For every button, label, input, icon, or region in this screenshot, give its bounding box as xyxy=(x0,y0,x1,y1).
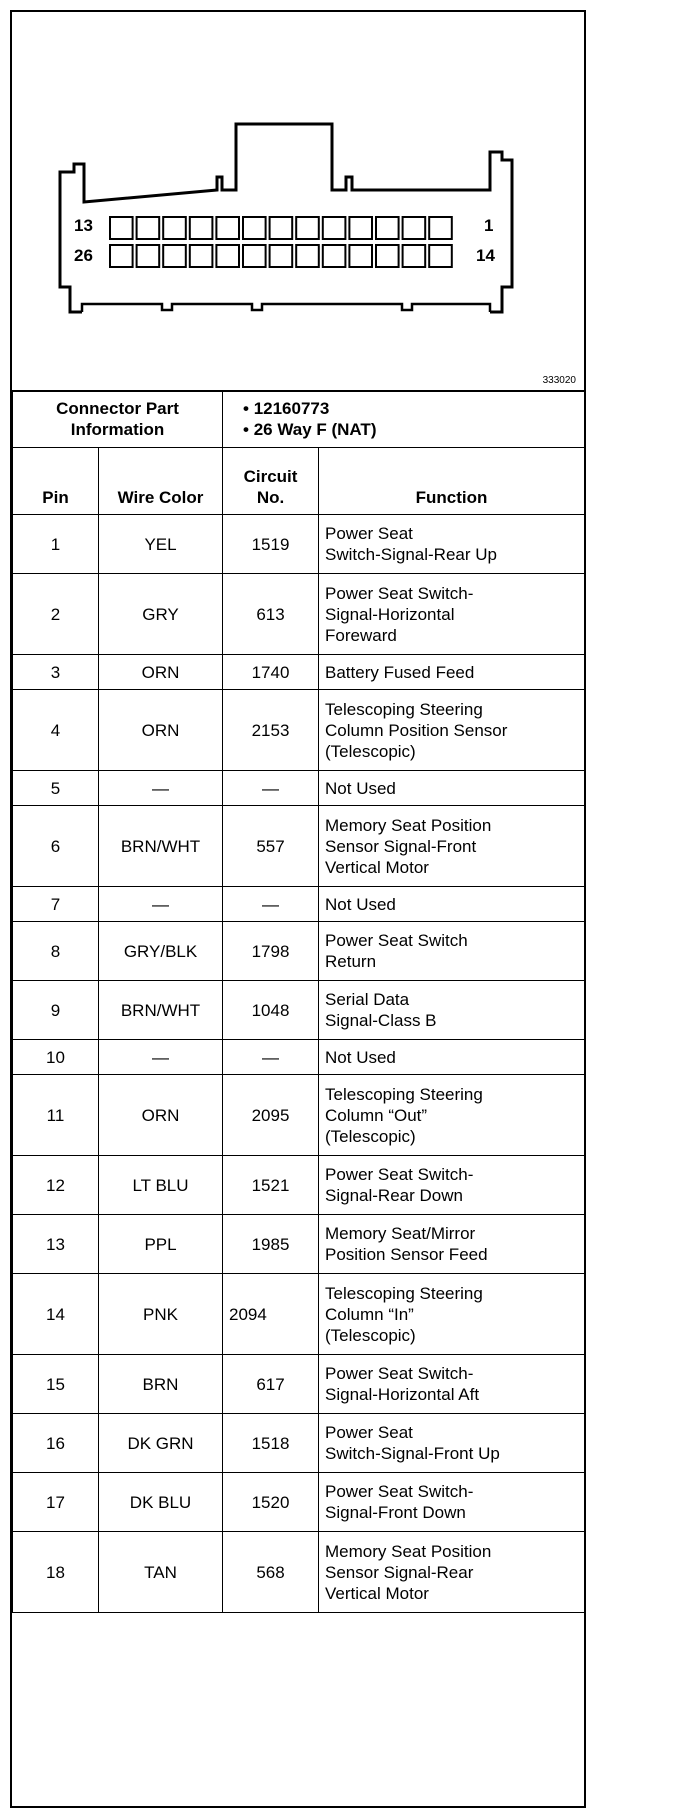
function-line: Signal-Horizontal xyxy=(325,604,455,624)
function-cell xyxy=(319,655,585,690)
table-row xyxy=(13,1040,585,1075)
function-line: Power Seat Switch- xyxy=(325,1482,474,1501)
pin-cavity xyxy=(376,245,399,267)
table-row xyxy=(13,1473,585,1532)
function-line: Power Seat Switch xyxy=(325,931,468,950)
connector-part-number: • 12160773 xyxy=(243,399,330,418)
table-row xyxy=(13,1274,585,1355)
function-cell xyxy=(319,1414,585,1473)
circuit-number-cell: 613 xyxy=(223,574,319,655)
wire-color-cell: DK BLU xyxy=(99,1473,223,1532)
function-line: Foreward xyxy=(325,625,397,645)
pin-number-cell: 7 xyxy=(13,887,99,922)
function-line: Vertical Motor xyxy=(325,857,429,877)
function-line: Vertical Motor xyxy=(325,1583,429,1603)
pin-cavity xyxy=(137,245,160,267)
wire-color-cell: — xyxy=(99,1040,223,1075)
circuit-number-cell: — xyxy=(223,771,319,806)
function-line: Column “In” xyxy=(325,1304,414,1324)
pin-cavity xyxy=(403,245,426,267)
table-row xyxy=(13,922,585,981)
function-line: (Telescopic) xyxy=(325,741,416,761)
pin-cavity xyxy=(110,217,133,239)
pin-number-cell: 8 xyxy=(13,922,99,981)
circuit-number-cell: 1048 xyxy=(223,981,319,1040)
table-row xyxy=(13,806,585,887)
function-line: (Telescopic) xyxy=(325,1126,416,1146)
circuit-number-cell: 1520 xyxy=(223,1473,319,1532)
function-line: Telescoping Steering xyxy=(325,1084,483,1104)
pin-cavity xyxy=(296,217,319,239)
circuit-number-cell: 1518 xyxy=(223,1414,319,1473)
function-line: Position Sensor Feed xyxy=(325,1245,488,1264)
header-circuit-no: Circuit No. xyxy=(223,448,319,515)
wire-color-cell: TAN xyxy=(99,1532,223,1613)
circuit-number-cell: — xyxy=(223,1040,319,1075)
circuit-number-cell: 1740 xyxy=(223,655,319,690)
pin-cavity xyxy=(216,245,239,267)
pin-cavity xyxy=(216,217,239,239)
table-row xyxy=(13,887,585,922)
connector-info-label: Connector Part Information xyxy=(13,391,223,448)
function-cell xyxy=(319,1156,585,1215)
connector-bottom-edge xyxy=(82,304,490,312)
function-cell xyxy=(319,1075,585,1156)
figure-number: 333020 xyxy=(542,375,576,386)
pin-number-cell: 10 xyxy=(13,1040,99,1075)
circuit-number-cell: 1519 xyxy=(223,515,319,574)
function-line: Power Seat Switch- xyxy=(325,583,474,603)
wire-color-cell: DK GRN xyxy=(99,1414,223,1473)
wire-color-cell: GRY/BLK xyxy=(99,922,223,981)
wire-color-cell: BRN/WHT xyxy=(99,806,223,887)
pin-number-cell: 14 xyxy=(13,1274,99,1355)
pin-number-cell: 9 xyxy=(13,981,99,1040)
pin-label-14: 14 xyxy=(476,246,495,265)
function-line: Battery Fused Feed xyxy=(325,662,475,682)
table-row xyxy=(13,690,585,771)
circuit-number-cell: 1798 xyxy=(223,922,319,981)
function-line: Column “Out” xyxy=(325,1105,428,1125)
function-line: Signal-Horizontal Aft xyxy=(325,1385,480,1404)
wire-color-cell: LT BLU xyxy=(99,1156,223,1215)
circuit-number-cell: 1985 xyxy=(223,1215,319,1274)
pin-number-cell: 17 xyxy=(13,1473,99,1532)
table-row xyxy=(13,1156,585,1215)
pin-cavity xyxy=(429,217,452,239)
wire-color-cell: YEL xyxy=(99,515,223,574)
pin-label-1: 1 xyxy=(484,216,494,235)
connector-document xyxy=(10,10,586,1808)
function-cell xyxy=(319,1040,585,1075)
function-cell xyxy=(319,922,585,981)
pin-cavity xyxy=(323,245,346,267)
function-line: (Telescopic) xyxy=(325,1325,416,1345)
circuit-number-cell: 2095 xyxy=(223,1075,319,1156)
wire-color-cell: PNK xyxy=(99,1274,223,1355)
pin-cavity xyxy=(243,217,266,239)
wire-color-cell: GRY xyxy=(99,574,223,655)
function-line: Telescoping Steering xyxy=(325,699,483,719)
pin-cavity xyxy=(270,245,293,267)
connector-diagram xyxy=(12,12,584,392)
pin-cavity xyxy=(429,245,452,267)
pin-number-cell: 15 xyxy=(13,1355,99,1414)
wire-color-cell: ORN xyxy=(99,690,223,771)
pin-number-cell: 18 xyxy=(13,1532,99,1613)
wire-color-cell: — xyxy=(99,771,223,806)
function-line: Not Used xyxy=(325,894,396,914)
function-line: Switch-Signal-Rear Up xyxy=(325,545,497,564)
function-cell xyxy=(319,806,585,887)
table-row xyxy=(13,1215,585,1274)
pin-number-cell: 13 xyxy=(13,1215,99,1274)
function-line: Sensor Signal-Rear xyxy=(325,1562,474,1582)
wire-color-cell: BRN xyxy=(99,1355,223,1414)
function-line: Not Used xyxy=(325,778,396,798)
pin-cavity xyxy=(403,217,426,239)
table-row xyxy=(13,981,585,1040)
wire-color-cell: — xyxy=(99,887,223,922)
connector-type: • 26 Way F (NAT) xyxy=(243,420,377,439)
function-cell xyxy=(319,1532,585,1613)
function-line: Memory Seat Position xyxy=(325,815,492,835)
function-line: Power Seat xyxy=(325,1423,413,1442)
header-pin: Pin xyxy=(13,448,99,515)
pinout-table xyxy=(12,390,585,1613)
pin-cavity-grid xyxy=(110,217,452,267)
function-line: Power Seat Switch- xyxy=(325,1165,474,1184)
circuit-number-cell: 557 xyxy=(223,806,319,887)
pin-cavity xyxy=(137,217,160,239)
table-row xyxy=(13,515,585,574)
pin-number-cell: 2 xyxy=(13,574,99,655)
function-cell xyxy=(319,690,585,771)
function-line: Telescoping Steering xyxy=(325,1283,483,1303)
table-row xyxy=(13,1075,585,1156)
pin-label-13: 13 xyxy=(74,216,93,235)
function-cell xyxy=(319,574,585,655)
function-cell xyxy=(319,981,585,1040)
table-row xyxy=(13,1355,585,1414)
pin-cavity xyxy=(270,217,293,239)
table-row xyxy=(13,655,585,690)
circuit-number-cell: 2094 xyxy=(223,1274,319,1355)
pin-cavity xyxy=(163,217,186,239)
function-cell xyxy=(319,1473,585,1532)
function-line: Sensor Signal-Front xyxy=(325,836,477,856)
pin-number-cell: 12 xyxy=(13,1156,99,1215)
function-line: Signal-Front Down xyxy=(325,1503,466,1522)
pin-number-cell: 5 xyxy=(13,771,99,806)
table-row xyxy=(13,771,585,806)
circuit-number-cell: — xyxy=(223,887,319,922)
pin-number-cell: 1 xyxy=(13,515,99,574)
function-line: Power Seat xyxy=(325,524,413,543)
wire-color-cell: ORN xyxy=(99,1075,223,1156)
pin-cavity xyxy=(190,217,213,239)
function-cell xyxy=(319,887,585,922)
connector-info-row xyxy=(13,391,585,448)
table-row xyxy=(13,574,585,655)
function-cell xyxy=(319,515,585,574)
circuit-number-cell: 1521 xyxy=(223,1156,319,1215)
pin-cavity xyxy=(376,217,399,239)
wire-color-cell: ORN xyxy=(99,655,223,690)
connector-face-drawing xyxy=(12,12,584,390)
function-line: Return xyxy=(325,952,377,971)
function-cell xyxy=(319,771,585,806)
pin-cavity xyxy=(349,217,372,239)
pin-cavity xyxy=(349,245,372,267)
pin-cavity xyxy=(243,245,266,267)
pin-number-cell: 3 xyxy=(13,655,99,690)
table-row xyxy=(13,1414,585,1473)
function-line: Signal-Class B xyxy=(325,1011,437,1030)
function-line: Power Seat Switch- xyxy=(325,1364,474,1383)
wire-color-cell: BRN/WHT xyxy=(99,981,223,1040)
pin-cavity xyxy=(163,245,186,267)
circuit-number-cell: 568 xyxy=(223,1532,319,1613)
table-header-row xyxy=(13,448,585,515)
function-cell xyxy=(319,1355,585,1414)
pin-cavity xyxy=(190,245,213,267)
function-cell xyxy=(319,1215,585,1274)
pin-cavity xyxy=(296,245,319,267)
function-line: Not Used xyxy=(325,1047,396,1067)
function-line: Memory Seat Position xyxy=(325,1541,492,1561)
function-cell xyxy=(319,1274,585,1355)
connector-info-values xyxy=(223,391,585,448)
pin-number-cell: 11 xyxy=(13,1075,99,1156)
function-line: Serial Data xyxy=(325,990,410,1009)
table-row xyxy=(13,1532,585,1613)
circuit-number-cell: 617 xyxy=(223,1355,319,1414)
circuit-number-cell: 2153 xyxy=(223,690,319,771)
pin-number-cell: 6 xyxy=(13,806,99,887)
function-line: Column Position Sensor xyxy=(325,720,508,740)
pin-cavity xyxy=(110,245,133,267)
pin-cavity xyxy=(323,217,346,239)
wire-color-cell: PPL xyxy=(99,1215,223,1274)
pin-label-26: 26 xyxy=(74,246,93,265)
pin-number-cell: 4 xyxy=(13,690,99,771)
function-line: Memory Seat/Mirror xyxy=(325,1224,476,1243)
function-line: Switch-Signal-Front Up xyxy=(325,1444,500,1463)
function-line: Signal-Rear Down xyxy=(325,1186,463,1205)
header-wire-color: Wire Color xyxy=(99,448,223,515)
header-function: Function xyxy=(319,448,585,515)
pin-number-cell: 16 xyxy=(13,1414,99,1473)
